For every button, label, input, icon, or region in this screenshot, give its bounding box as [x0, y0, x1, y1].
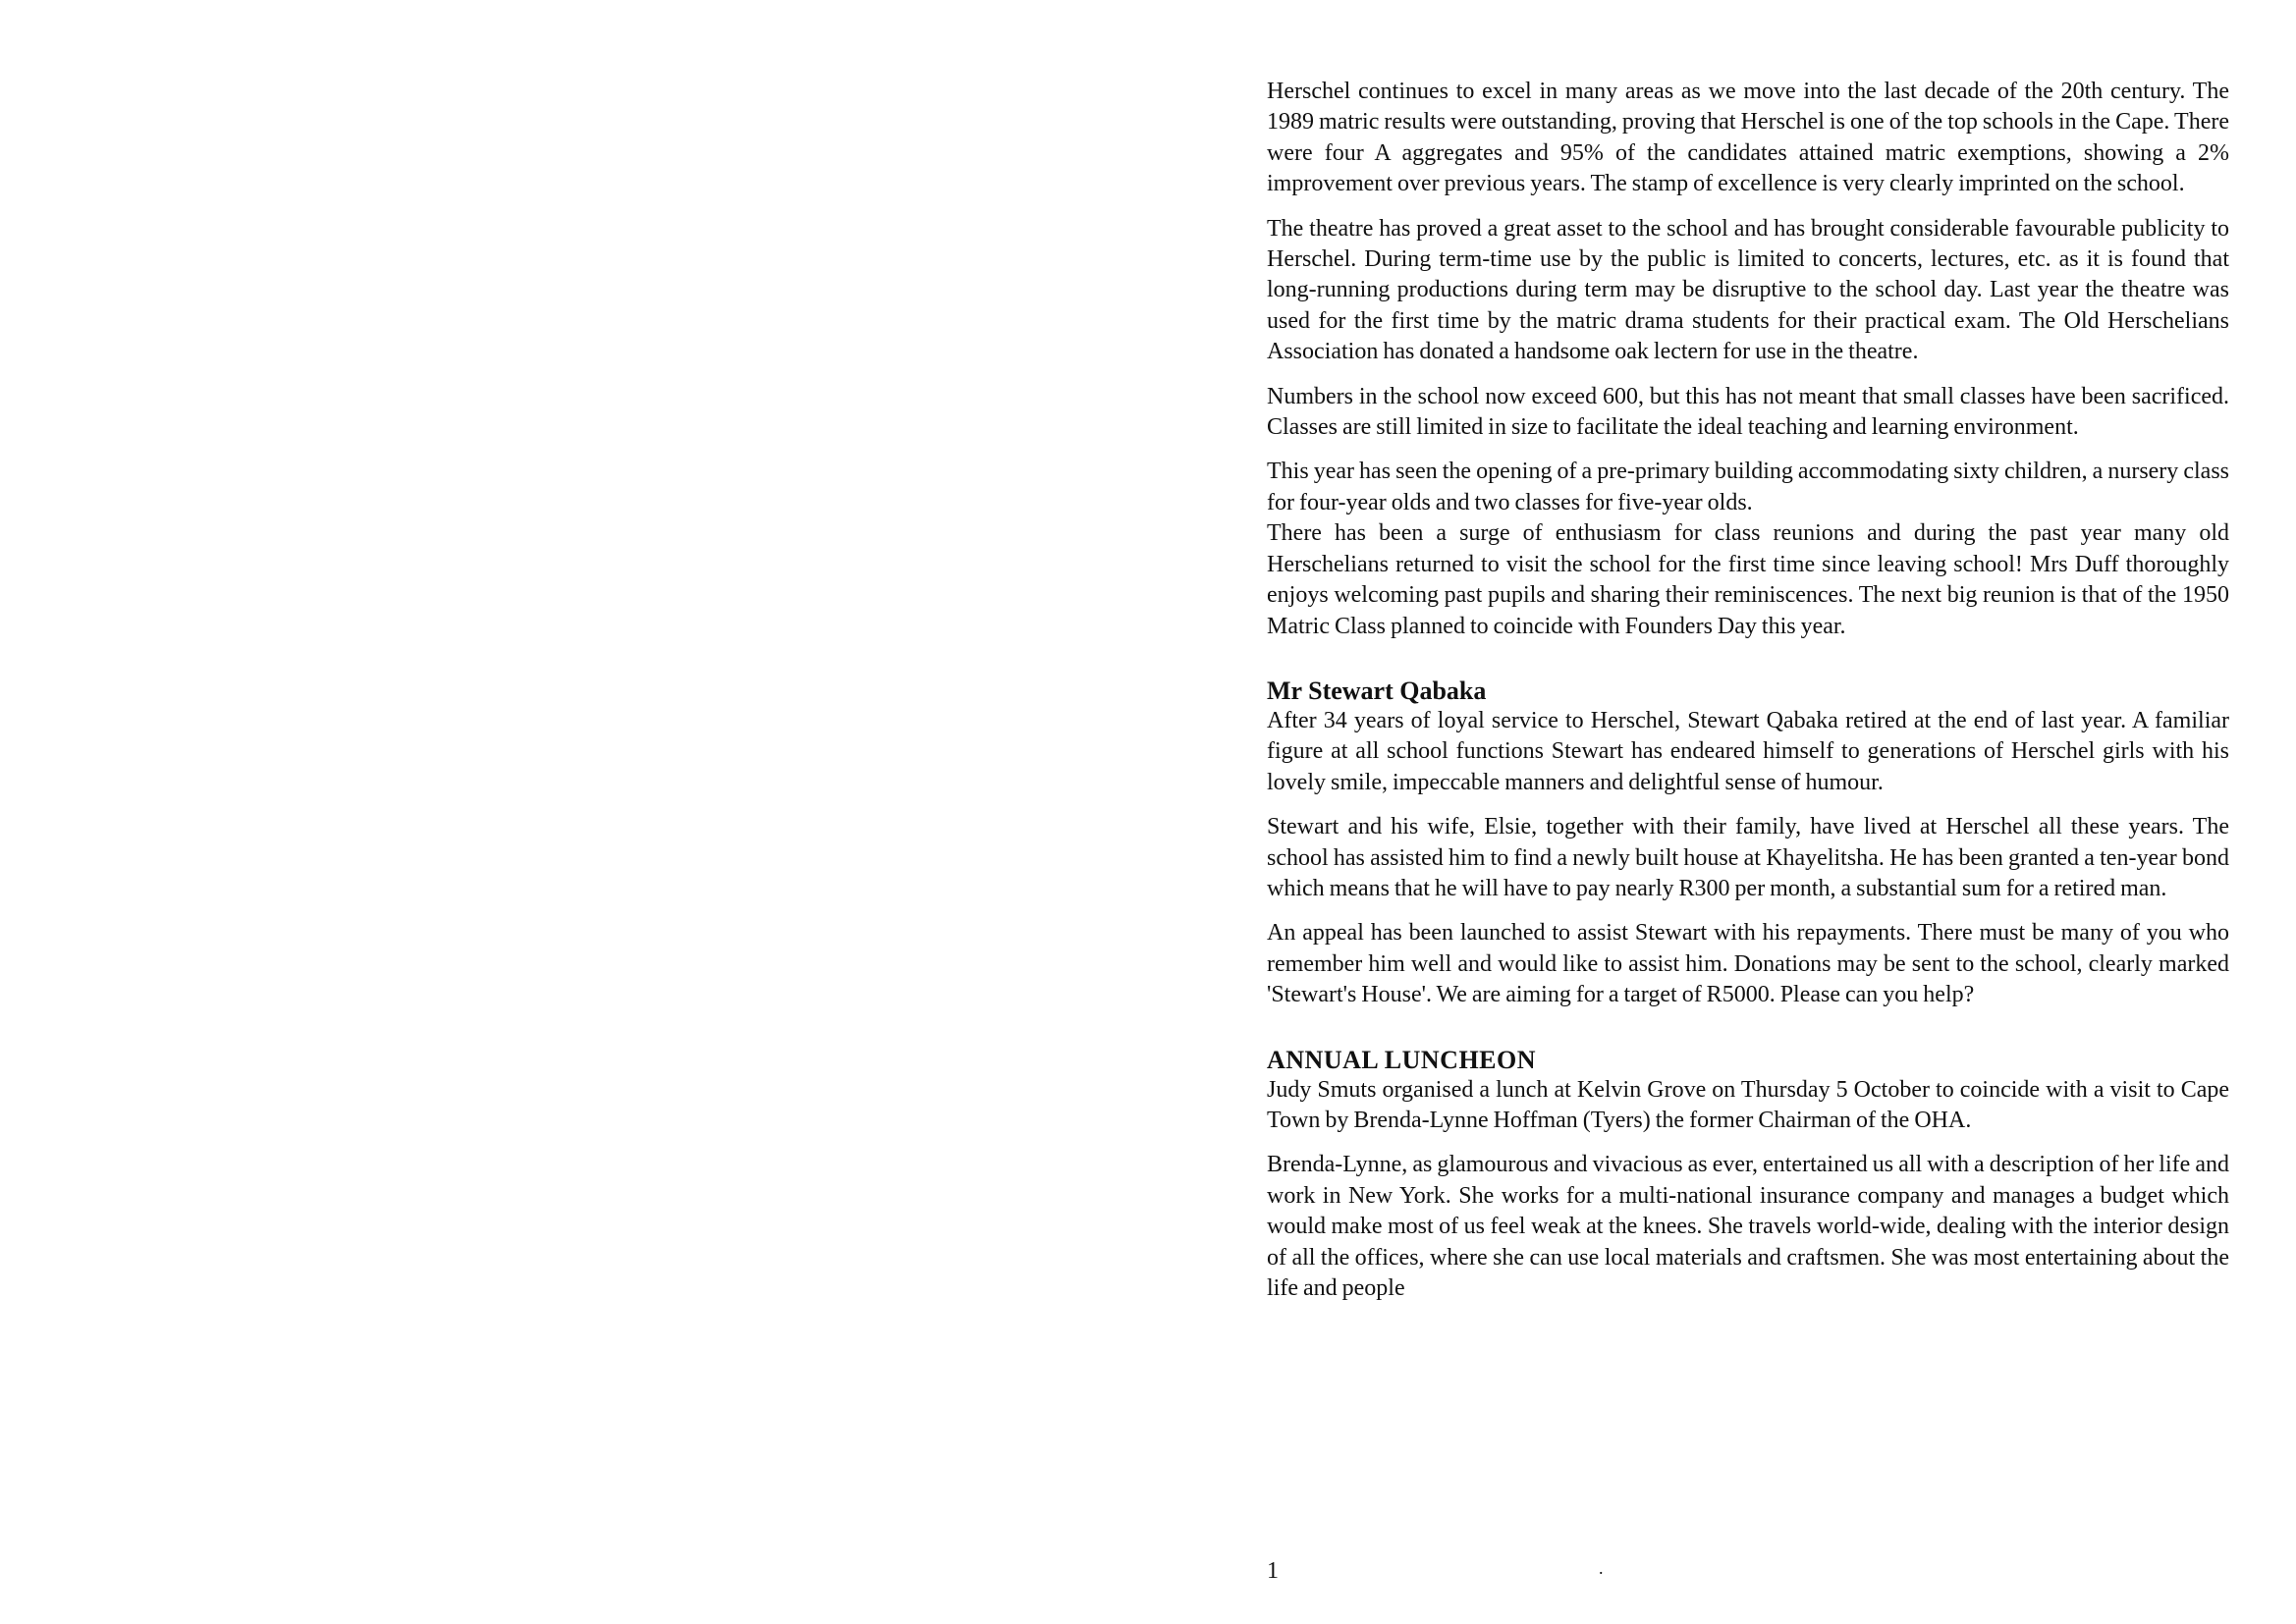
luncheon-paragraph-2: Brenda-Lynne, as glamourous and vivacious as ever, entertained us all with a description of her life and work in New York. She works for a multi-national insurance company and manages a budget which would make most of us feel weak at the knees. She travels world-wide, dealing with the interior design of all the offices, where she can use local materials and craftsmen. She was most entertaining about the life and people: [1267, 1152, 2229, 1301]
section-heading-annual-luncheon: ANNUAL LUNCHEON: [1267, 1045, 1537, 1074]
page-dot-mark: .: [1599, 1558, 1604, 1578]
luncheon-paragraph-1: Judy Smuts organised a lunch at Kelvin Grove on Thursday 5 October to coincide with a visit to Cape Town by Brenda-Lynne Hoffman (Tyers) the former Chairman of the OHA.: [1267, 1076, 2229, 1133]
stewart-paragraph-3: An appeal has been launched to assist Stewart with his repayments. There must be many of you who remember him well and would like to assist him. Donations may be sent to the school, clearly marked 'Stewart's House'. We are aiming for a target of R5000. Please can you help?: [1267, 920, 2229, 1008]
stewart-paragraph-1: After 34 years of loyal service to Herschel, Stewart Qabaka retired at the end of last year. A familiar figure at all school functions Stewart has endeared himself to generations of Herschel girls with his lovely smile, impeccable manners and delightful sense of humour.: [1267, 707, 2229, 795]
page-number: 1: [1267, 1558, 1279, 1584]
section-heading-stewart: Mr Stewart Qabaka: [1267, 676, 1487, 705]
intro-paragraph-1: Herschel continues to excel in many areas as we move into the last decade of the 20th century. The 1989 matric results were outstanding, proving that Herschel is one of the top schools in the Cape. There were four A aggregates and 95% of the candidates attained matric exemptions, showing a 2% improvement over previous years. The stamp of excellence is very clearly imprinted on the school.: [1267, 79, 2229, 197]
intro-paragraph-5: There has been a surge of enthusiasm for class reunions and during the past year many old Herschelians returned to visit the school for the first time since leaving school! Mrs Duff thoroughly enjoys welcoming past pupils and sharing their reminiscences. The next big reunion is that of the 1950 Matric Class planned to coincide with Founders Day this year.: [1267, 520, 2229, 639]
intro-paragraph-2: The theatre has proved a great asset to the school and has brought considerable favourable publicity to Herschel. During term-time use by the public is limited to concerts, lectures, etc. as it is found that long-running productions during term may be disruptive to the school day. Last year the theatre was used for the first time by the matric drama students for their practical exam. The Old Herschelians Association has donated a handsome oak lectern for use in the theatre.: [1267, 215, 2229, 365]
stewart-paragraph-2: Stewart and his wife, Elsie, together with their family, have lived at Herschel all these years. The school has assisted him to find a newly built house at Khayelitsha. He has been granted a ten-year bond which means that he will have to pay nearly R300 per month, a substantial sum for a retired man.: [1267, 814, 2229, 901]
intro-paragraph-3: Numbers in the school now exceed 600, but this has not meant that small classes have been sacrificed. Classes are still limited in size to facilitate the ideal teaching and learning environment.: [1267, 383, 2229, 441]
right-page-text-column: [1267, 77, 2229, 1318]
intro-paragraph-4: This year has seen the opening of a pre-primary building accommodating sixty children, a nursery class for four-year olds and two classes for five-year olds.: [1267, 459, 2229, 515]
